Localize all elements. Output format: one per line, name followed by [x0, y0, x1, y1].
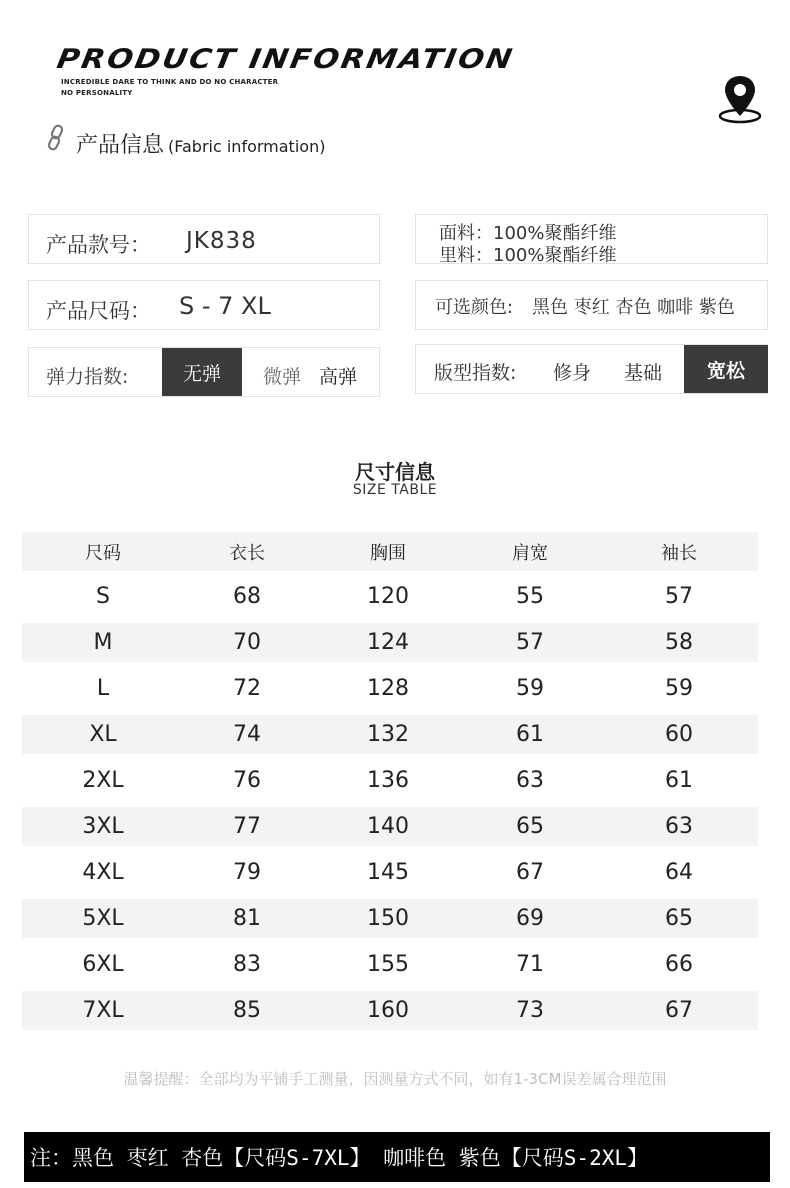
style-number-box — [28, 214, 380, 264]
table-cell: 81 — [233, 906, 261, 931]
table-row — [22, 899, 758, 938]
size-range-label: 产品尺码： — [46, 299, 151, 323]
table-cell: 128 — [367, 676, 409, 701]
fit-option-selected: 宽松 — [684, 345, 768, 393]
table-row — [22, 577, 758, 616]
table-cell: 64 — [665, 860, 693, 885]
fit-option: 基础 — [624, 362, 663, 384]
size-range-box — [28, 280, 380, 330]
colors-label: 可选颜色: — [435, 297, 514, 318]
table-cell: 65 — [516, 814, 544, 839]
table-cell: 136 — [367, 768, 409, 793]
table-cell: 7XL — [82, 998, 124, 1023]
table-cell: 73 — [516, 998, 544, 1023]
table-cell: 85 — [233, 998, 261, 1023]
table-cell: 59 — [516, 676, 544, 701]
table-cell: 59 — [665, 676, 693, 701]
table-cell: 57 — [665, 584, 693, 609]
table-cell: 70 — [233, 630, 261, 655]
table-cell: 3XL — [82, 814, 124, 839]
table-cell: 150 — [367, 906, 409, 931]
table-cell: 2XL — [82, 768, 124, 793]
table-cell: 69 — [516, 906, 544, 931]
elasticity-label: 弹力指数: — [46, 366, 129, 388]
table-cell: 76 — [233, 768, 261, 793]
table-cell: 79 — [233, 860, 261, 885]
table-cell: 68 — [233, 584, 261, 609]
lining-line: 里料：100%聚酯纤维 — [439, 245, 617, 266]
table-cell: 5XL — [82, 906, 124, 931]
style-number-label: 产品款号： — [46, 233, 151, 257]
elasticity-option-selected: 无弹 — [162, 348, 242, 396]
elasticity-box — [28, 347, 380, 397]
table-cell: 63 — [665, 814, 693, 839]
footer-text: 注：黑色 枣红 杏色【尺码S-7XL】 咖啡色 紫色【尺码S-2XL】 — [30, 1146, 649, 1170]
table-cell: 67 — [516, 860, 544, 885]
table-cell: 57 — [516, 630, 544, 655]
table-row — [22, 761, 758, 800]
fabric-box — [415, 214, 768, 264]
table-cell: 61 — [516, 722, 544, 747]
table-cell: L — [96, 676, 110, 701]
section-heading-cn: 产品信息 — [76, 133, 165, 158]
table-row — [22, 807, 758, 846]
table-cell: 63 — [516, 768, 544, 793]
table-cell: 120 — [367, 584, 409, 609]
table-cell: 65 — [665, 906, 693, 931]
size-range-value: S - 7 XL — [179, 292, 271, 320]
table-header-cell: 衣长 — [229, 542, 265, 564]
table-cell: 67 — [665, 998, 693, 1023]
section-heading-en: (Fabric information) — [168, 137, 326, 156]
link-icon — [46, 124, 66, 152]
location-pin-icon — [717, 72, 763, 126]
table-cell: XL — [89, 722, 117, 747]
table-row — [22, 623, 758, 662]
table-cell: 124 — [367, 630, 409, 655]
table-cell: S — [96, 584, 110, 609]
table-header-cell: 胸围 — [370, 542, 406, 564]
table-cell: 132 — [367, 722, 409, 747]
table-cell: 58 — [665, 630, 693, 655]
table-cell: 71 — [516, 952, 544, 977]
table-cell: 55 — [516, 584, 544, 609]
table-cell: 4XL — [82, 860, 124, 885]
table-cell: 6XL — [82, 952, 124, 977]
section-heading — [76, 128, 325, 159]
table-row — [22, 853, 758, 892]
table-row — [22, 991, 758, 1030]
table-cell: M — [93, 630, 113, 655]
tagline-2: NO PERSONALITY — [61, 89, 133, 97]
table-row — [22, 945, 758, 984]
fit-option: 修身 — [553, 362, 592, 384]
table-cell: 155 — [367, 952, 409, 977]
footer-banner — [24, 1132, 770, 1182]
page-title: PRODUCT INFORMATION — [54, 44, 517, 75]
table-cell: 72 — [233, 676, 261, 701]
table-cell: 66 — [665, 952, 693, 977]
fit-label: 版型指数: — [434, 362, 517, 384]
table-cell: 74 — [233, 722, 261, 747]
style-number-value: JK838 — [186, 228, 257, 254]
size-table-title: 尺寸信息 — [355, 460, 435, 484]
fit-box — [415, 344, 768, 394]
table-cell: 61 — [665, 768, 693, 793]
table-header-cell: 肩宽 — [512, 542, 548, 564]
colors-list: 黑色 枣红 杏色 咖啡 紫色 — [532, 297, 735, 318]
table-cell: 145 — [367, 860, 409, 885]
colors-box — [415, 280, 768, 330]
table-cell: 83 — [233, 952, 261, 977]
fabric-line: 面料：100%聚酯纤维 — [439, 223, 617, 244]
table-cell: 160 — [367, 998, 409, 1023]
table-header-cell: 尺码 — [85, 542, 121, 564]
table-cell: 60 — [665, 722, 693, 747]
table-row — [22, 669, 758, 708]
table-row — [22, 715, 758, 754]
table-cell: 140 — [367, 814, 409, 839]
elasticity-option: 高弹 — [319, 366, 358, 388]
table-header-cell: 袖长 — [661, 542, 697, 564]
table-header-row — [22, 532, 758, 571]
elasticity-option: 微弹 — [263, 366, 302, 388]
tagline: INCREDIBLE DARE TO THINK AND DO NO CHARACTER — [61, 78, 279, 86]
table-cell: 77 — [233, 814, 261, 839]
size-table-subtitle: SIZE TABLE — [352, 482, 438, 498]
measurement-note: 温馨提醒：全部均为平铺手工测量，因测量方式不同，如有1-3CM误差属合理范围 — [123, 1070, 667, 1088]
